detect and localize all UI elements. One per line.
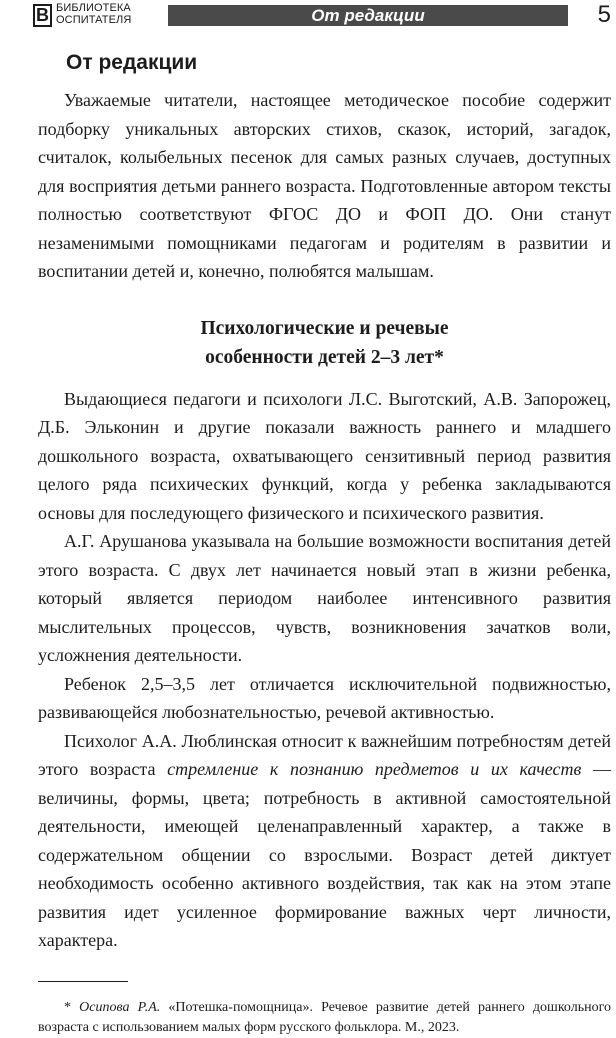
footnote-rule [38, 981, 128, 998]
body-paragraph-4-start: Психолог А.А. Люблинская относит к важнейшим потребностям детей этого возраста [38, 730, 611, 779]
editorial-paragraph: Уважаемые читатели, настоящее методическое пособие содержит подборку уникальных авторских стихов, сказок, историй, загадок, считалок, колыбельных песенок для самых разных случаев, доступных для восприятия детьми раннего возраста. Подготовленные автором тексты полностью соответствуют ФГОС ДО и ФОП ДО. Они станут незаменимыми помощниками педагогам и родителям в развитии и воспитании детей и, конечно, полюбятся малышам. [38, 90, 611, 281]
footnote [38, 998, 611, 1038]
body-paragraph-4-end: — величины, формы, цвета; потребность в активной самостоятельной деятельности, имеющей целенаправленный характер, а также в содержательном общении со взрослыми. Возраст детей диктует необходимость особенно активного воздействия, так как на этом этапе развития идет усиленное формирование важных черт личности, характера. [38, 759, 611, 950]
series-name-line2: ОСПИТАТЕЛЯ [56, 14, 132, 26]
body-paragraph-3: Ребенок 2,5–3,5 лет отличается исключительной подвижностью, развивающейся любознательностью, речевой активностью. [38, 673, 611, 722]
body-paragraph-1: Выдающиеся педагоги и психологи Л.С. Выготский, А.В. Запорожец, Д.Б. Эльконин и другие показали важность раннего и младшего дошкольного возраста, охватывающего сензитивный период развития целого ряда психических функций, когда у ребенка закладываются основы для последующего физического и психического развития. [38, 388, 611, 523]
section-heading-line1: Психологические и речевые [200, 317, 449, 339]
body-paragraph-4-emphasis: стремление к познанию предметов и их качеств [167, 759, 582, 779]
section-title-bar: От редакции [168, 5, 568, 26]
editorial-heading: От редакции [66, 51, 198, 74]
series-logo: B [33, 4, 52, 27]
series-name-line1: БИБЛИОТЕКА [56, 2, 131, 14]
running-header [0, 0, 616, 33]
series-name [56, 2, 166, 26]
body-paragraph-2: А.Г. Арушанова указывала на большие возможности воспитания детей этого возраста. С двух лет начинается новый этап в жизни ребенка, который является периодом наиболее интенсивного развития мыслительных процессов, чувств, возникновения зачатков воли, усложнения деятельности. [38, 531, 611, 665]
footnote-author: Осипова Р.А. [79, 999, 161, 1015]
page-body [38, 50, 611, 1038]
section-heading-line2: особенности детей 2–3 лет* [205, 346, 444, 368]
page-number: 5 [597, 1, 611, 28]
footnote-text: «Потешка-помощница». Речевое развитие детей раннего дошкольного возраста с использованием малых форм русского фольклора. М., 2023. [38, 999, 612, 1035]
footnote-marker: * [64, 999, 71, 1015]
section-heading [38, 314, 611, 372]
body-paragraph-4 [38, 727, 611, 955]
